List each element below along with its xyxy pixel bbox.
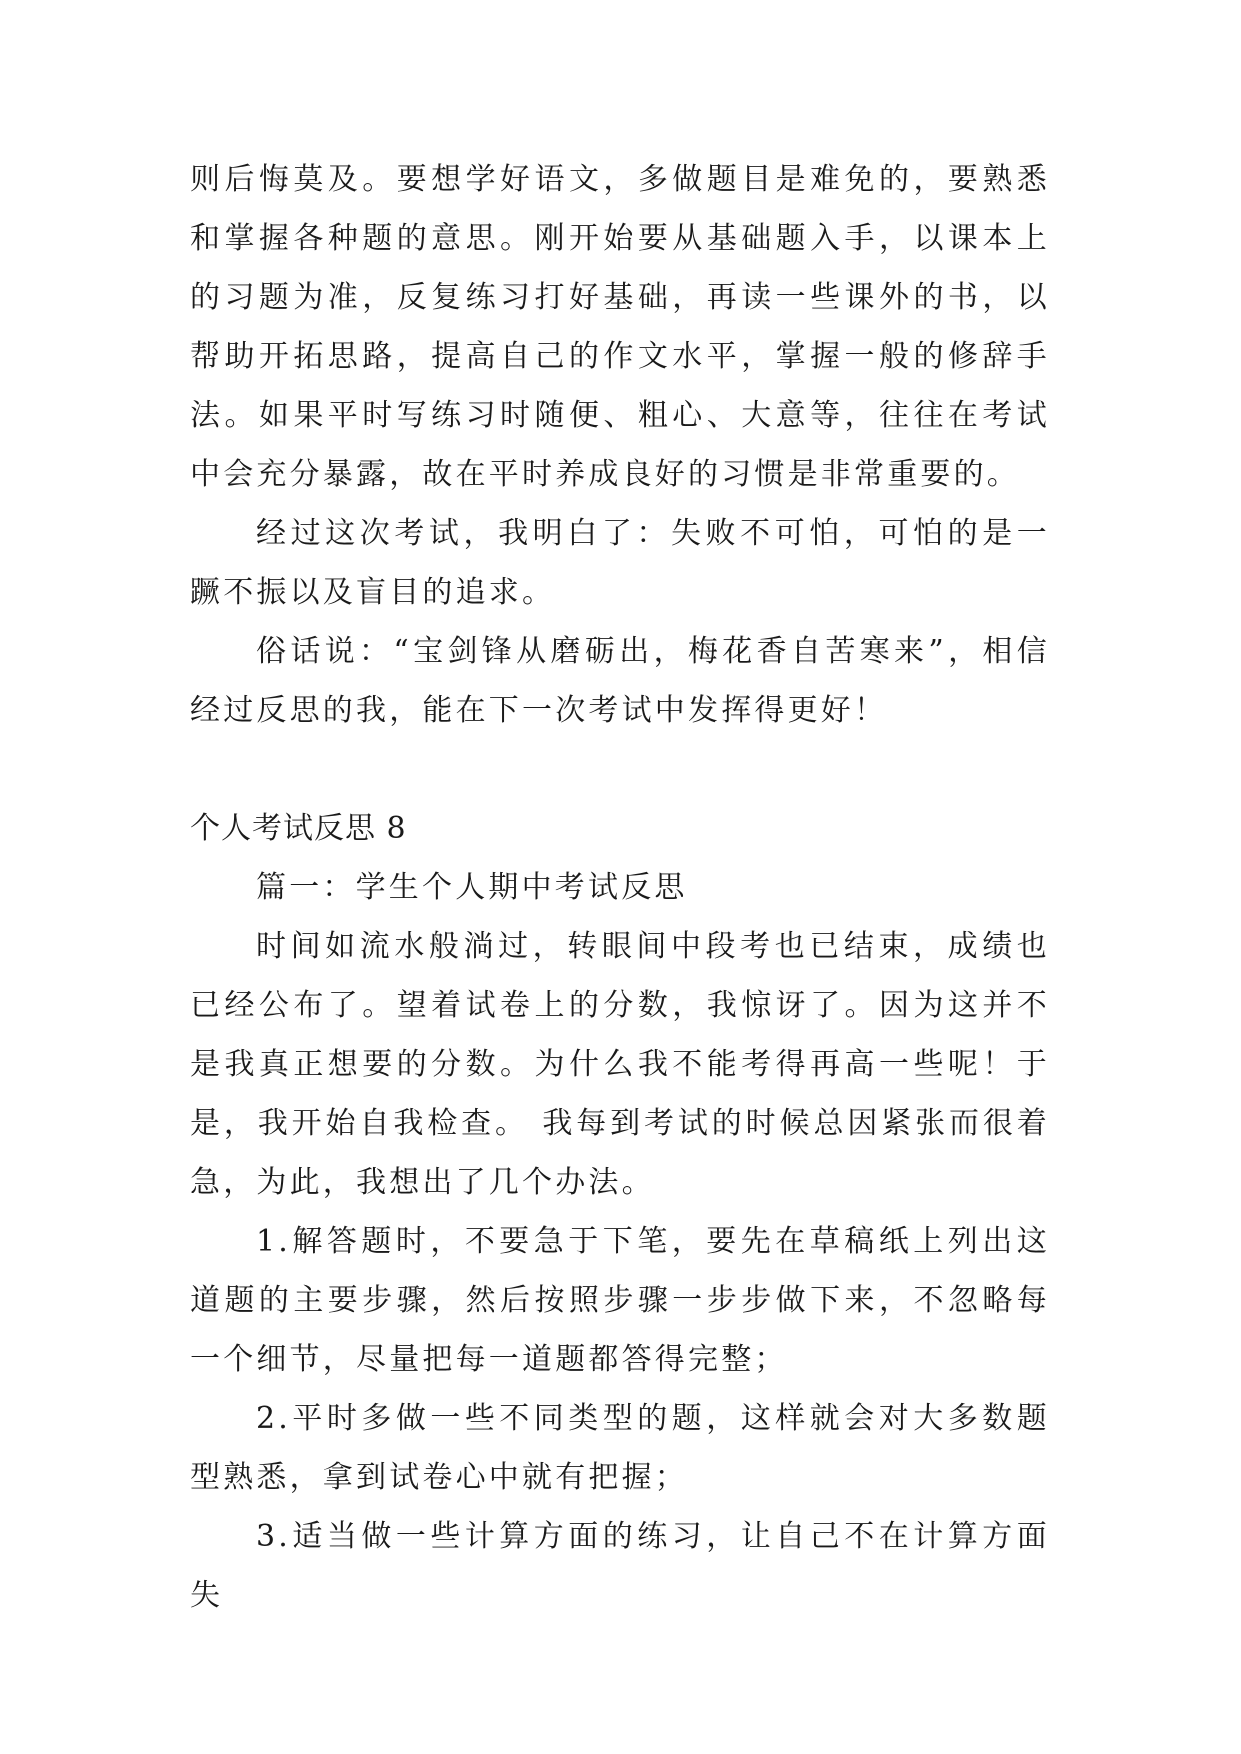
paragraph-lesson: 经过这次考试，我明白了：失败不可怕，可怕的是一蹶不振以及盲目的追求。 bbox=[190, 516, 1050, 610]
list-item-3: 3.适当做一些计算方面的练习，让自己不在计算方面失 bbox=[190, 1519, 1050, 1613]
paragraph-intro: 时间如流水般淌过，转眼间中段考也已结束，成绩也已经公布了。望着试卷上的分数，我惊讶了。因为这并不是我真正想要的分数。为什么我不能考得再高一些呢！于是，我开始自我检查。 我每到考试的时候总因紧张而很着急，为此，我想出了几个办法。 bbox=[190, 929, 1050, 1200]
paragraph-continuation: 则后悔莫及。要想学好语文，多做题目是难免的，要熟悉和掌握各种题的意思。刚开始要从基础题入手，以课本上的习题为准，反复练习打好基础，再读一些课外的书，以帮助开拓思路，提高自己的作文水平，掌握一般的修辞手法。如果平时写练习时随便、粗心、大意等，往往在考试中会充分暴露，故在平时养成良好的习惯是非常重要的。 bbox=[190, 162, 1050, 492]
list-item-2: 2.平时多做一些不同类型的题，这样就会对大多数题型熟悉，拿到试卷心中就有把握； bbox=[190, 1401, 1050, 1495]
section-heading: 个人考试反思 8 bbox=[190, 811, 407, 846]
subheading: 篇一：学生个人期中考试反思 bbox=[256, 870, 688, 905]
list-item-1: 1.解答题时，不要急于下笔，要先在草稿纸上列出这道题的主要步骤，然后按照步骤一步步做下来，不忽略每一个细节，尽量把每一道题都答得完整； bbox=[190, 1224, 1050, 1377]
document-page bbox=[190, 150, 1050, 1625]
paragraph-proverb: 俗话说：“宝剑锋从磨砺出，梅花香自苦寒来”，相信经过反思的我，能在下一次考试中发挥得更好！ bbox=[190, 634, 1050, 728]
